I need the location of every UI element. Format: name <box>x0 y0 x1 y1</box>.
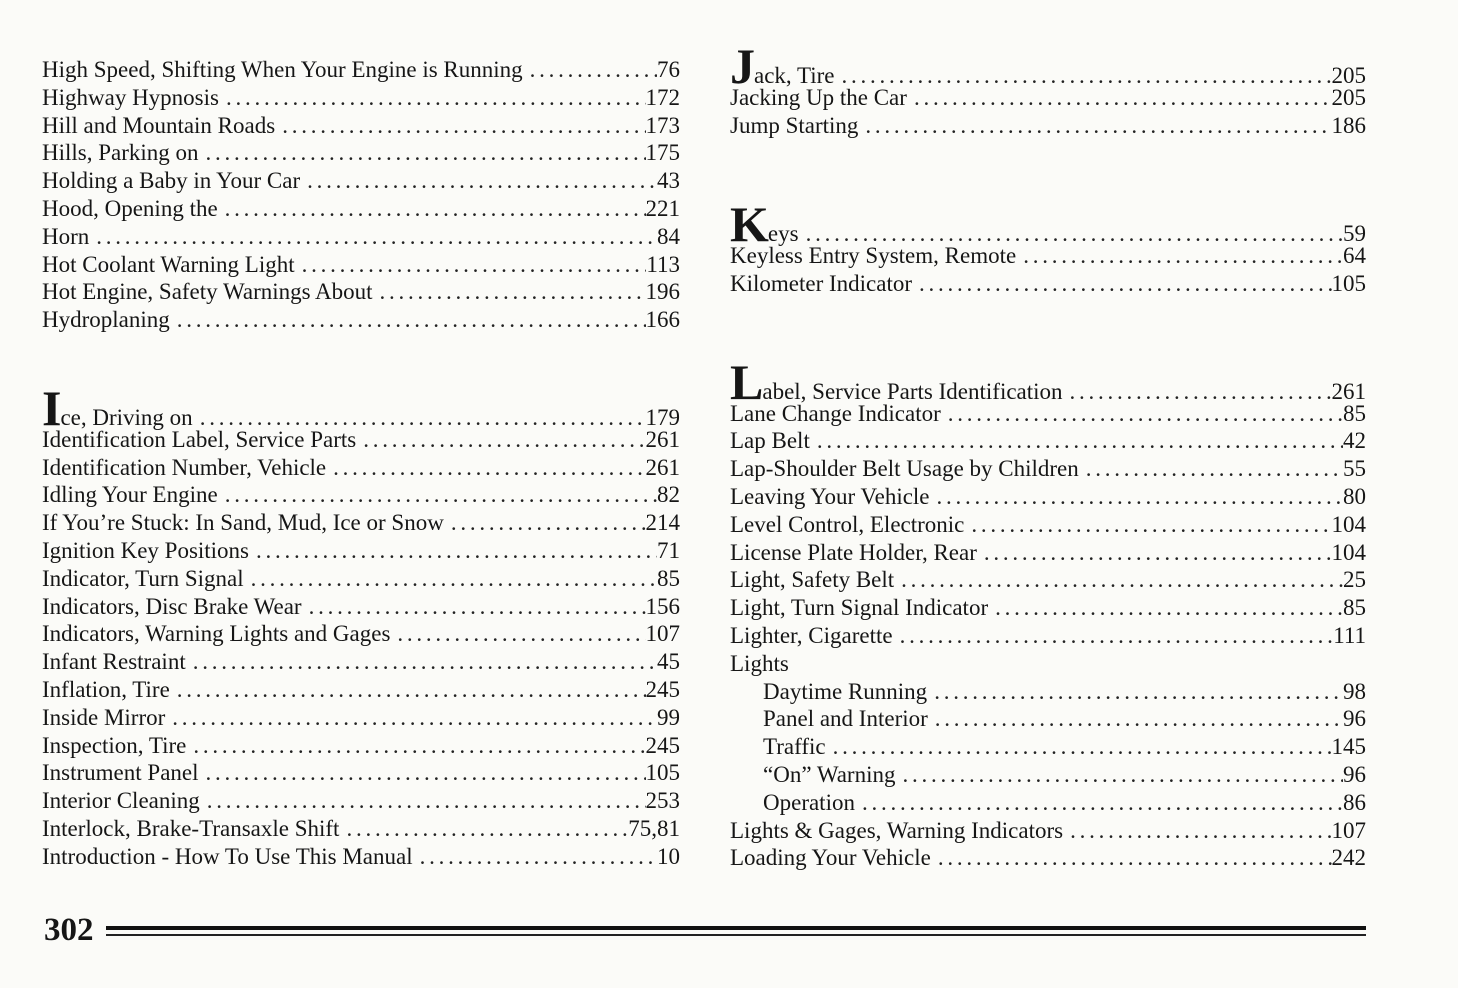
entry-label: Holding a Baby in Your Car <box>42 168 301 194</box>
entry-page: 85 <box>657 565 680 591</box>
index-entry[interactable] <box>42 195 680 223</box>
entry-page: 85 <box>1343 595 1366 621</box>
entry-label: Hill and Mountain Roads <box>42 112 276 138</box>
dot-leader <box>964 511 1331 539</box>
entry-page: 166 <box>645 307 680 333</box>
index-entry[interactable] <box>730 844 1366 872</box>
index-entry[interactable] <box>730 483 1366 511</box>
entry-page: 86 <box>1343 789 1366 815</box>
entry-label: Hills, Parking on <box>42 140 199 166</box>
section-spacer <box>730 298 1366 372</box>
dot-leader <box>858 112 1331 140</box>
index-subentry[interactable] <box>730 705 1366 733</box>
entry-page: 105 <box>645 760 680 786</box>
index-entry[interactable] <box>42 704 680 732</box>
entry-page: 205 <box>1331 63 1366 88</box>
dot-leader <box>186 648 657 676</box>
index-entry[interactable] <box>730 455 1366 483</box>
entry-page: 261 <box>645 426 680 452</box>
index-entry[interactable] <box>730 400 1366 428</box>
index-section-k <box>730 196 1366 297</box>
dot-leader <box>444 509 646 537</box>
dot-leader <box>930 483 1343 511</box>
entry-page: 75,81 <box>628 815 680 841</box>
dot-leader <box>893 622 1334 650</box>
footer-rule-thin <box>106 934 1366 936</box>
index-entry[interactable] <box>42 537 680 565</box>
entry-label: Leaving Your Vehicle <box>730 483 930 509</box>
section-initial: K <box>730 196 767 253</box>
index-entry[interactable] <box>730 427 1366 455</box>
index-entry[interactable] <box>42 223 680 251</box>
dot-leader <box>373 278 646 306</box>
section-spacer <box>730 139 1366 214</box>
entry-label: Hydroplaning <box>42 307 170 333</box>
entry-label: Indicators, Warning Lights and Gages <box>42 621 391 647</box>
index-section-j <box>730 38 1366 139</box>
entry-page: 84 <box>657 223 680 249</box>
entry-label: Ignition Key Positions <box>42 537 250 563</box>
entry-label: Interlock, Brake-Transaxle Shift <box>42 815 340 841</box>
entry-page: 245 <box>645 676 680 702</box>
entry-page: 42 <box>1343 428 1366 454</box>
dot-leader <box>170 676 646 704</box>
dot-leader <box>907 84 1332 112</box>
dot-leader <box>390 620 645 648</box>
dot-leader <box>199 759 646 787</box>
entry-page: 107 <box>1331 817 1366 843</box>
index-entry[interactable] <box>42 759 680 787</box>
entry-page: 245 <box>645 732 680 758</box>
index-entry[interactable] <box>730 353 1366 410</box>
entry-label: Identification Number, Vehicle <box>42 454 327 480</box>
dot-leader <box>244 565 657 593</box>
entry-page: 145 <box>1331 734 1366 760</box>
index-entry[interactable] <box>42 84 680 112</box>
index-subentry[interactable] <box>730 678 1366 706</box>
index-entry[interactable] <box>42 251 680 279</box>
index-heading-lights[interactable] <box>730 650 1366 678</box>
entry-page: 104 <box>1331 511 1366 537</box>
entry-label: Lap-Shoulder Belt Usage by Children <box>730 456 1079 482</box>
entry-label: Lights <box>730 650 789 676</box>
dot-leader <box>413 843 657 871</box>
entry-label: If You’re Stuck: In Sand, Mud, Ice or Snow <box>42 510 444 536</box>
entry-page: 205 <box>1331 84 1366 110</box>
index-entry[interactable] <box>42 379 680 436</box>
dot-leader <box>170 306 646 334</box>
dot-leader <box>1016 242 1343 270</box>
entry-page: 179 <box>645 404 680 430</box>
entry-label: Lighter, Cigarette <box>730 622 893 648</box>
entry-label: Highway Hypnosis <box>42 84 219 110</box>
index-entry[interactable] <box>730 817 1366 845</box>
index-entry[interactable] <box>730 112 1366 140</box>
dot-leader <box>302 593 646 621</box>
entry-page: 80 <box>1343 483 1366 509</box>
index-entry[interactable] <box>42 843 680 871</box>
entry-page: 261 <box>1331 378 1366 404</box>
entry-page: 55 <box>1343 456 1366 482</box>
entry-page: 105 <box>1331 270 1366 296</box>
entry-label-rest: abel, Service Parts Identification <box>762 378 1063 404</box>
entry-label: Indicator, Turn Signal <box>42 565 244 591</box>
dot-leader <box>855 789 1343 817</box>
entry-label: “On” Warning <box>763 761 896 787</box>
entry-page: 111 <box>1333 622 1366 648</box>
dot-leader <box>977 539 1332 567</box>
entry-label: Introduction - How To Use This Manual <box>42 843 413 869</box>
entry-page: 98 <box>1343 678 1366 704</box>
dot-leader <box>218 481 657 509</box>
dot-leader <box>896 761 1344 789</box>
index-section-l <box>730 353 1366 872</box>
entry-label: Hot Engine, Safety Warnings About <box>42 279 373 305</box>
index-entry[interactable] <box>42 167 680 195</box>
section-initial: I <box>42 379 60 436</box>
entry-label: Lap Belt <box>730 428 810 454</box>
entry-page: 25 <box>1343 567 1366 593</box>
index-entry[interactable] <box>42 509 680 537</box>
dot-leader <box>200 787 646 815</box>
index-entry[interactable] <box>730 539 1366 567</box>
index-entry[interactable] <box>42 454 680 482</box>
dot-leader <box>186 732 645 760</box>
dot-leader <box>1063 817 1331 845</box>
entry-page: 253 <box>645 788 680 814</box>
entry-page: 221 <box>645 195 680 221</box>
entry-page: 214 <box>645 510 680 536</box>
dot-leader <box>219 84 646 112</box>
entry-label: Inflation, Tire <box>42 676 170 702</box>
index-section-i <box>42 379 680 871</box>
dot-leader <box>523 56 657 84</box>
index-entry[interactable] <box>42 139 680 167</box>
dot-leader <box>927 678 1343 706</box>
index-entry[interactable] <box>730 270 1366 298</box>
page-footer <box>44 912 1366 952</box>
entry-page: 113 <box>646 251 680 277</box>
entry-label: Lane Change Indicator <box>730 400 941 426</box>
index-subentry[interactable] <box>730 761 1366 789</box>
index-entry[interactable] <box>42 56 680 84</box>
index-entry[interactable] <box>42 815 680 843</box>
entry-label: Jacking Up the Car <box>730 84 907 110</box>
entry-label: Inside Mirror <box>42 704 166 730</box>
entry-label: Kilometer Indicator <box>730 270 913 296</box>
entry-page: 43 <box>657 168 680 194</box>
dot-leader <box>826 733 1332 761</box>
index-entry[interactable] <box>42 787 680 815</box>
dot-leader <box>931 844 1332 872</box>
dot-leader <box>165 704 657 732</box>
entry-label: Hot Coolant Warning Light <box>42 251 295 277</box>
entry-label: Operation <box>763 789 855 815</box>
entry-page: 59 <box>1343 221 1366 247</box>
entry-label: Traffic <box>763 734 826 760</box>
entry-page: 261 <box>645 454 680 480</box>
section-spacer <box>42 334 680 398</box>
index-entry[interactable] <box>730 511 1366 539</box>
entry-page: 71 <box>657 537 680 563</box>
index-section-h <box>42 56 680 334</box>
entry-label: Panel and Interior <box>763 706 928 732</box>
dot-leader <box>326 454 645 482</box>
index-entry[interactable] <box>730 242 1366 270</box>
entry-page: 186 <box>1331 112 1366 138</box>
entry-page: 196 <box>645 279 680 305</box>
entry-page: 96 <box>1343 706 1366 732</box>
dot-leader <box>199 139 646 167</box>
entry-label: Jump Starting <box>730 112 859 138</box>
entry-label-rest: eys <box>767 221 799 247</box>
index-entry[interactable] <box>42 481 680 509</box>
section-initial: J <box>730 38 753 94</box>
entry-label: Light, Turn Signal Indicator <box>730 595 989 621</box>
dot-leader <box>249 537 657 565</box>
page-number: 302 <box>44 912 94 948</box>
dot-leader <box>218 195 646 223</box>
entry-label: License Plate Holder, Rear <box>730 539 977 565</box>
entry-label: Instrument Panel <box>42 760 199 786</box>
dot-leader <box>295 251 647 279</box>
entry-label: Hood, Opening the <box>42 195 218 221</box>
entry-page: 76 <box>657 57 680 82</box>
section-initial: L <box>730 353 762 410</box>
dot-leader <box>894 566 1343 594</box>
entry-label: Loading Your Vehicle <box>730 845 931 871</box>
index-entry[interactable] <box>42 278 680 306</box>
entry-label: Light, Safety Belt <box>730 567 895 593</box>
index-entry[interactable] <box>730 196 1366 253</box>
entry-label-rest: ack, Tire <box>754 63 835 88</box>
index-entry[interactable] <box>42 676 680 704</box>
entry-page: 173 <box>645 112 680 138</box>
dot-leader <box>339 815 628 843</box>
entry-label: Lights & Gages, Warning Indicators <box>730 817 1064 843</box>
entry-label: Keyless Entry System, Remote <box>730 243 1017 269</box>
entry-label: High Speed, Shifting When Your Engine is Running <box>42 57 523 82</box>
dot-leader <box>941 400 1343 428</box>
entry-label: Infant Restraint <box>42 649 186 675</box>
index-entry[interactable] <box>42 306 680 334</box>
index-entry[interactable] <box>730 622 1366 650</box>
dot-leader <box>988 594 1343 622</box>
dot-leader <box>1079 455 1343 483</box>
index-entry[interactable] <box>730 84 1366 112</box>
entry-page: 104 <box>1331 539 1366 565</box>
dot-leader <box>928 705 1343 733</box>
index-column-left <box>42 56 680 871</box>
dot-leader <box>912 270 1331 298</box>
index-entry[interactable] <box>42 648 680 676</box>
entry-page: 242 <box>1331 845 1366 871</box>
entry-page: 107 <box>645 621 680 647</box>
index-entry[interactable] <box>42 426 680 454</box>
entry-page: 82 <box>657 482 680 508</box>
footer-rule-thick <box>106 926 1366 930</box>
entry-page: 172 <box>645 84 680 110</box>
index-entry[interactable] <box>42 620 680 648</box>
entry-page: 45 <box>657 649 680 675</box>
index-entry[interactable] <box>730 566 1366 594</box>
entry-page: 85 <box>1343 400 1366 426</box>
entry-label: Horn <box>42 223 90 249</box>
index-subentry[interactable] <box>730 789 1366 817</box>
entry-label-rest: ce, Driving on <box>60 404 193 430</box>
entry-page: 96 <box>1343 761 1366 787</box>
index-entry[interactable] <box>42 112 680 140</box>
entry-label: Interior Cleaning <box>42 788 200 814</box>
dot-leader <box>356 426 645 454</box>
dot-leader <box>89 223 657 251</box>
entry-label: Level Control, Electronic <box>730 511 965 537</box>
index-entry[interactable] <box>730 594 1366 622</box>
index-entry[interactable] <box>42 593 680 621</box>
entry-label: Inspection, Tire <box>42 732 187 758</box>
entry-page: 156 <box>645 593 680 619</box>
entry-label: Identification Label, Service Parts <box>42 426 357 452</box>
entry-page: 64 <box>1343 243 1366 269</box>
index-column-right <box>730 38 1366 872</box>
index-entry[interactable] <box>730 38 1366 94</box>
index-entry[interactable] <box>42 732 680 760</box>
entry-label: Daytime Running <box>763 678 928 704</box>
entry-label: Indicators, Disc Brake Wear <box>42 593 302 619</box>
entry-page: 10 <box>657 843 680 869</box>
entry-page: 175 <box>645 140 680 166</box>
index-entry[interactable] <box>42 565 680 593</box>
entry-page: 99 <box>657 704 680 730</box>
dot-leader <box>275 112 645 140</box>
index-subentry[interactable] <box>730 733 1366 761</box>
dot-leader <box>300 167 657 195</box>
entry-label: Idling Your Engine <box>42 482 218 508</box>
dot-leader <box>810 427 1343 455</box>
